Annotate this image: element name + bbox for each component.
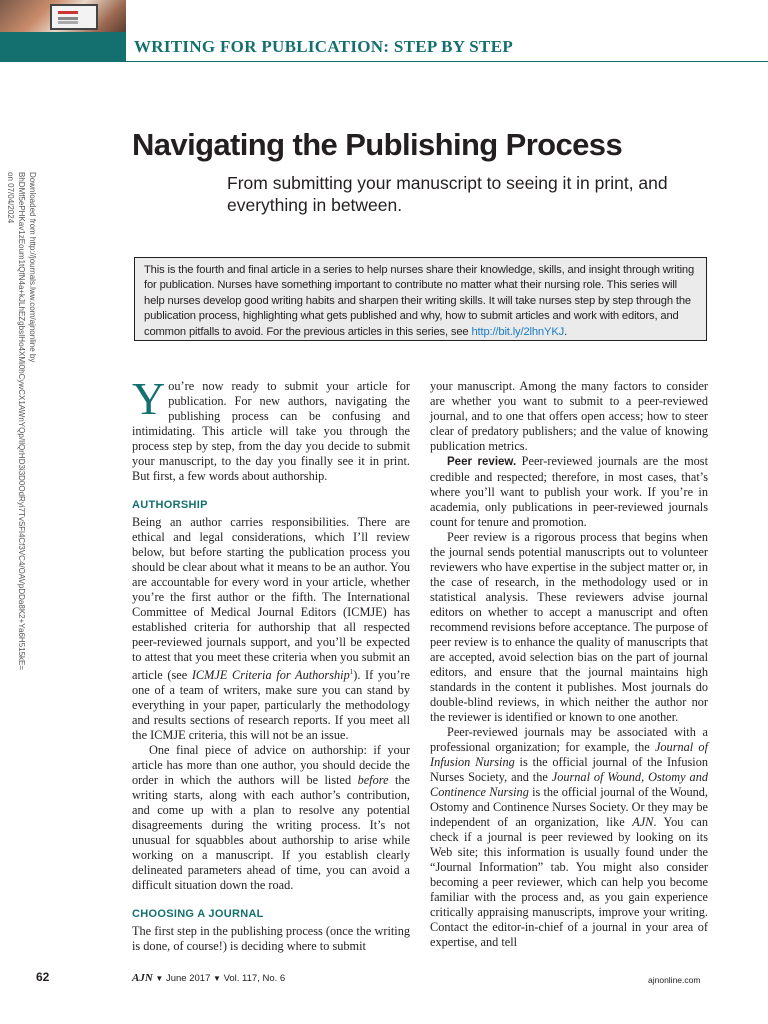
journal-website: ajnonline.com bbox=[648, 975, 701, 985]
journal-name: AJN bbox=[132, 972, 153, 984]
series-intro-box bbox=[134, 257, 707, 341]
paragraph: Peer review is a rigorous process that begins when the journal sends potential manuscripts out to volunteer reviewers who have expertise in the subject matter or, in the case of research, in the methodology used or in statistical analysis. These reviewers advise journal editors on whether to accept a manuscript and often recommend revisions before acceptance. The purpose of peer review is to enhance the quality of manuscripts that are accepted, avoid selection bias on the part of journal editors, and ensure that the journal maintains high standards in the content it publishes. Most journals do double-blind reviews, in which neither the author nor the reviewer is identified or known to one another. bbox=[430, 530, 708, 724]
header-rule bbox=[126, 61, 768, 62]
paragraph: your manuscript. Among the many factors to consider are whether you want to submit to a peer-reviewed journal, and to one that offers open access; how to steer clear of predatory publishers; and the value of knowing publication metrics. bbox=[430, 379, 708, 453]
download-note-text: Downloaded from http://journals.lww.com/ajnonline by BhDMf5ePHKav1zEoum1tQfN4a+kJLhEZgbsIHo4XMi0hCywCX1AWnYQp/IlQrHD3i3D0OdRyi7TvSFl4Cf3VC4/OAVpDDa8K2+Ya6H515kE= on 07/04/2024 bbox=[6, 172, 37, 671]
section-heading-choosing-journal: CHOOSING A JOURNAL bbox=[132, 908, 264, 921]
series-link[interactable]: http://bit.ly/2lhnYKJ bbox=[471, 325, 565, 338]
section-heading-authorship: AUTHORSHIP bbox=[132, 499, 208, 511]
intro-text: This is the fourth and final article in a series to help nurses share their knowledge, skills, and insight through writing for publication. Nurses have something important to contribute no matter what their nursing role. This series will help nurses develop good writing habits and sharpen their writing skills. It will take nurses step by step through the publication process, highlighting what gets published and why, how to submit articles and work with editors, and common pitfalls to avoid. For the previous articles in this series, see bbox=[144, 264, 695, 338]
header-photo bbox=[0, 0, 126, 32]
left-column bbox=[132, 373, 410, 954]
footer-citation: AJN ▼ June 2017 ▼ Vol. 117, No. 6 bbox=[132, 972, 286, 984]
article-subtitle: From submitting your manuscript to seeing it in print, and everything in between. bbox=[227, 173, 668, 215]
paragraph: Peer-reviewed journals may be associated with a professional organization; for example, the Journal of Infusion Nursing is the official journal of the Infusion Nurses Society, and the Journal of Wound, Ostomy and Continence Nursing is the official journal of the Wound, Ostomy and Continence Nurses Society. Or they may be independent of an organization, like AJN. You can check if a journal is peer reviewed by looking on its Web site; this information is usually found under the “Journal Information” tab. You might also consider becoming a peer reviewer, which can help you become familiar with the process and, as you gain experience critically appraising manuscripts, improve your writing. Contact the editor-in-chief of a journal in your area of expertise, and tell bbox=[430, 725, 708, 949]
criteria-title: ICMJE Criteria for Authorship bbox=[191, 668, 350, 683]
paragraph: The first step in the publishing process (once the writing is done, of course!) is deciding where to submit bbox=[132, 924, 410, 954]
intro-end: . bbox=[564, 325, 568, 338]
reference-marker: 1 bbox=[349, 668, 354, 676]
opening-paragraph: You’re now ready to submit your article for publication. For new authors, navigating the publishing process can be confusing and intimidating. This article will take you through the process step by step, from the day you decide to submit your manuscript, to the day you finally see it in print. But first, a few words about authorship. bbox=[132, 373, 410, 483]
article-title: Navigating the Publishing Process bbox=[132, 127, 623, 162]
laptop-image bbox=[50, 4, 98, 30]
issue-date: June 2017 bbox=[165, 973, 211, 984]
volume: Vol. 117, No. 6 bbox=[223, 973, 286, 984]
paragraph: One final piece of advice on authorship: if your article has more than one author, you should decide the order in which the authors will be listed before the writing starts, along with each author’s contribution, and come up with a plan to resolve any potential disagreements during the writing process. It’s not unusual for squabbles about authorship to arise while working on a manuscript. If you establish clearly delineated parameters ahead of time, you can avoid a difficult situation down the road. bbox=[132, 743, 410, 893]
right-column bbox=[430, 379, 708, 950]
page-number: 62 bbox=[36, 970, 50, 984]
header-color-bar bbox=[0, 32, 126, 62]
paragraph-peer-review: Peer review. Peer-reviewed journals are the most credible and respected; therefore, in most cases, that’s where you’ll want to publish your work. If you’re in academia, only publications in peer-reviewed journals count for tenure and promotion. bbox=[430, 454, 708, 529]
drop-cap: Y bbox=[132, 373, 166, 424]
download-note bbox=[6, 172, 44, 671]
run-in-heading: Peer review. bbox=[447, 456, 517, 468]
series-title: WRITING FOR PUBLICATION: STEP BY STEP bbox=[134, 37, 514, 56]
paragraph: Being an author carries responsibilities. There are ethical and legal considerations, which I’ll review below, but before starting the publication process you should be clear about what it means to be an author. You are accountable for every word in your article, whether you’re the first author or the fifth. The International Committee of Medical Journal Editors (ICMJE) has established criteria for authorship that all respected peer-reviewed journals support, and you’ll be expected to attest that you meet these criteria when you submit an article (see ICMJE Criteria for Authorship$^1$). If you’re one of a team of writers, make sure you can stand by everything in your paper, particularly the methodology and results sections of research reports. If you meet all the ICMJE criteria, this will not be an issue. bbox=[132, 515, 410, 743]
